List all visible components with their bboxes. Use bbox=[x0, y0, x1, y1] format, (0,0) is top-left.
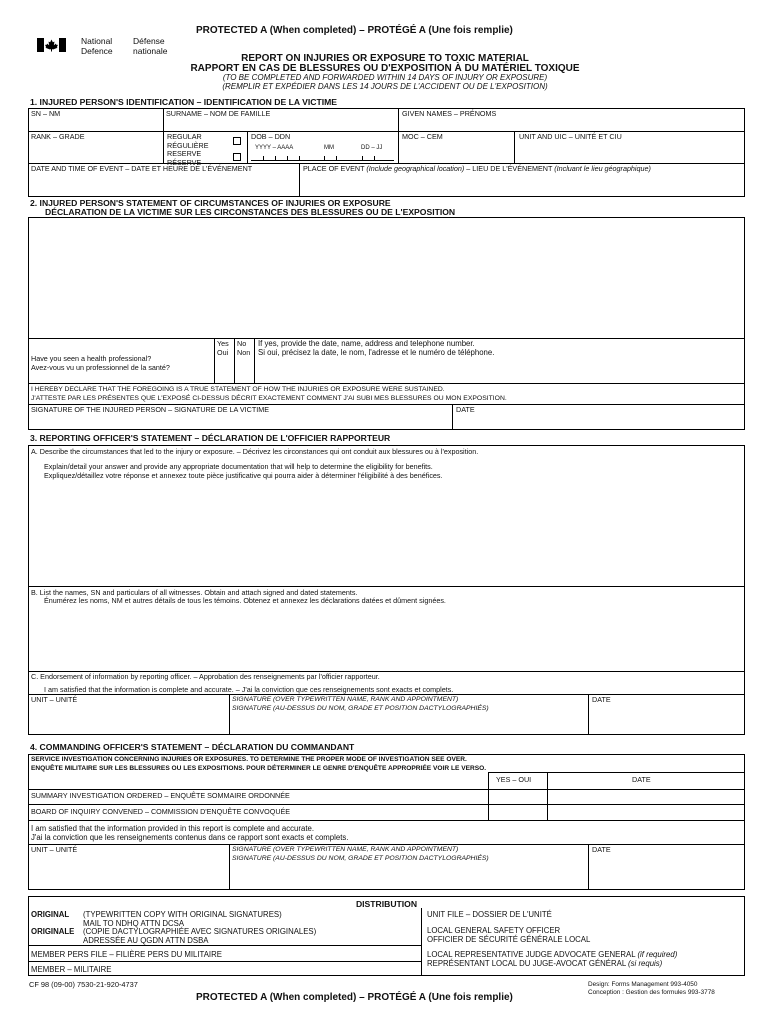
witnesses-area[interactable] bbox=[30, 608, 743, 670]
health-details-field[interactable] bbox=[256, 358, 743, 382]
place-of-event-label: PLACE OF EVENT (Include geographical location) – LIEU DE L'ÉVÉNEMENT (Incluant le lieu géographique) bbox=[303, 164, 651, 173]
officer-unit-label: UNIT – UNITÉ bbox=[31, 695, 78, 704]
distribution-heading: DISTRIBUTION bbox=[355, 899, 418, 909]
dob-year-label: YYYY – AAAA bbox=[255, 145, 294, 151]
judge-advocate: LOCAL REPRESENTATIVE JUDGE ADVOCATE GENERAL (if required) REPRÉSENTANT LOCAL DU JUGE-AVOCAT GÉNÉRAL (si requis) bbox=[427, 950, 678, 968]
protected-footer: PROTECTED A (When completed) – PROTÉGÉ A (Une fois remplie) bbox=[196, 992, 513, 1003]
co-date-field[interactable] bbox=[590, 855, 743, 888]
co-unit-field[interactable] bbox=[30, 855, 227, 888]
original-label: ORIGINAL bbox=[31, 910, 70, 919]
officer-signature-label: SIGNATURE (OVER TYPEWRITTEN NAME, RANK AND APPOINTMENT) SIGNATURE (AU-DESSUS DU NOM, GRADE ET POSITION DACTYLOGRAPHIÉS) bbox=[232, 696, 489, 712]
health-yes-checkbox[interactable] bbox=[215, 358, 233, 382]
board-inquiry-label: BOARD OF INQUIRY CONVENED – COMMISSION D'ENQUÊTE CONVOQUÉE bbox=[31, 807, 291, 816]
section-3a-explain-en: Explain/detail your answer and provide any appropriate documentation that will help to determine the eligibility for benefits. bbox=[44, 462, 433, 471]
if-yes-instructions: If yes, provide the date, name, address and telephone number. Si oui, précisez la date, le nom, l'adresse et le numéro de téléphone. bbox=[258, 339, 495, 357]
section-3b-text-en: B. List the names, SN and particulars of all witnesses. Obtain and attach signed and dated statements. bbox=[31, 588, 358, 597]
member-copy: MEMBER – MILITAIRE bbox=[31, 965, 112, 974]
section-4-heading: 4. COMMANDING OFFICER'S STATEMENT – DÉCLARATION DU COMMANDANT bbox=[30, 742, 355, 752]
section-3a-text: A. Describe the circumstances that led to the injury or exposure. – Décrivez les circonstances qui ont conduit aux blessures ou à l'exposition. bbox=[31, 447, 479, 456]
board-yes-field[interactable] bbox=[490, 805, 546, 819]
moc-field[interactable] bbox=[400, 142, 512, 161]
section-1-heading: 1. INJURED PERSON'S IDENTIFICATION – IDENTIFICATION DE LA VICTIME bbox=[30, 97, 337, 107]
unit-uic-label: UNIT AND UIC – UNITÉ ET CIU bbox=[519, 132, 622, 141]
form-title-fr: RAPPORT EN CAS DE BLESSURES OU D'EXPOSITION À DU MATÉRIEL TOXIQUE bbox=[190, 63, 580, 74]
officer-unit-field[interactable] bbox=[30, 705, 227, 733]
circumstances-area[interactable] bbox=[30, 483, 743, 585]
unit-file: UNIT FILE – DOSSIER DE L'UNITÉ bbox=[427, 910, 552, 919]
officer-signature-field[interactable] bbox=[231, 713, 586, 733]
section-3c-text: C. Endorsement of information by reporting officer. – Approbation des renseignements par l'officier rapporteur. bbox=[31, 672, 380, 681]
regular-label: REGULAR RÉGULIÈRE bbox=[167, 132, 209, 150]
no-label: No Non bbox=[237, 339, 251, 357]
place-of-event-field[interactable] bbox=[301, 174, 743, 195]
board-date-field[interactable] bbox=[549, 805, 743, 819]
injured-date-field[interactable] bbox=[454, 415, 743, 429]
rank-label: RANK – GRADE bbox=[31, 132, 85, 141]
officer-date-label: DATE bbox=[592, 695, 611, 704]
service-investigation-text: SERVICE INVESTIGATION CONCERNING INJURIES OR EXPOSURES. TO DETERMINE THE PROPER MODE OF INVESTIGATION SEE OVER. ENQUÊTE MILITAIRE SUR LES BLESSURES OU LES EXPOSITIONS. POUR DÉTERMINER LE GENRE D'ENQUÊTE APPROPRIÉE VOIR LE VERSO. bbox=[31, 756, 487, 772]
form-title-en: REPORT ON INJURIES OR EXPOSURE TO TOXIC MATERIAL bbox=[241, 53, 529, 64]
co-satisfied-text: I am satisfied that the information provided in this report is complete and accurate. J'ai la conviction que les renseignements contenus dans ce rapport sont exacts et complets. bbox=[31, 824, 349, 842]
reserve-label: RESERVE RÉSERVE bbox=[167, 149, 202, 167]
declaration-text: I HEREBY DECLARE THAT THE FOREGOING IS A TRUE STATEMENT OF HOW THE INJURIES OR EXPOSURE WERE SUSTAINED. J'ATTESTE PAR LES PRÉSENTES QUE L'EXPOSÉ CI-DESSUS DÉCRIT EXACTEMENT COMMENT J'AI SUBI MES BLESSURES OU MON EXPOSITION. bbox=[31, 386, 507, 402]
dob-label: DOB – DDN bbox=[251, 132, 291, 141]
injured-signature-field[interactable] bbox=[30, 415, 450, 429]
sn-field[interactable] bbox=[30, 119, 161, 130]
summary-investigation-label: SUMMARY INVESTIGATION ORDERED – ENQUÊTE SOMMAIRE ORDONNÉE bbox=[31, 791, 290, 800]
statement-area[interactable] bbox=[30, 219, 743, 337]
member-pers-file: MEMBER PERS FILE – FILIÈRE PERS DU MILITAIRE bbox=[31, 950, 222, 959]
section-3b-text-fr: Énumérez les noms, NM et autres détails de tous les témoins. Obtenez et annexez les déclarations datées et dûment signées. bbox=[44, 596, 446, 605]
dob-field[interactable] bbox=[250, 152, 396, 161]
dob-day-label: DD – JJ bbox=[361, 145, 383, 151]
co-unit-label: UNIT – UNITÉ bbox=[31, 845, 78, 854]
event-date-label: DATE AND TIME OF EVENT – DATE ET HEURE DE L'ÉVÉNEMENT bbox=[31, 164, 253, 173]
section-3-heading: 3. REPORTING OFFICER'S STATEMENT – DÉCLARATION DE L'OFFICIER RAPPORTEUR bbox=[30, 433, 391, 443]
summary-date-field[interactable] bbox=[549, 790, 743, 803]
sn-label: SN – NM bbox=[31, 109, 61, 118]
injured-date-label: DATE bbox=[456, 405, 475, 414]
co-signature-label: SIGNATURE (OVER TYPEWRITTEN NAME, RANK AND APPOINTMENT) SIGNATURE (AU-DESSUS DU NOM, GRADE ET POSITION DACTYLOGRAPHIÉS) bbox=[232, 846, 489, 862]
co-date-header: DATE bbox=[632, 775, 651, 784]
regular-checkbox[interactable] bbox=[233, 137, 241, 145]
section-3c-satisfied: I am satisfied that the information is complete and accurate. – J'ai la conviction que ces renseignements sont exacts et complets. bbox=[44, 685, 454, 694]
department-name-fr: Défense nationale bbox=[133, 36, 168, 56]
originale-label: ORIGINALE bbox=[31, 927, 75, 936]
surname-field[interactable] bbox=[165, 119, 396, 130]
section-2-heading-fr: DÉCLARATION DE LA VICTIME SUR LES CIRCONSTANCES DES BLESSURES OU DE L'EXPOSITION bbox=[45, 207, 456, 217]
summary-yes-field[interactable] bbox=[490, 790, 546, 803]
given-names-field[interactable] bbox=[400, 119, 743, 130]
department-name-en: National Defence bbox=[81, 36, 113, 56]
form-note-fr: (REMPLIR ET EXPÉDIER DANS LES 14 JOURS DE L'ACCIDENT OU DE L'EXPOSITION) bbox=[222, 82, 548, 91]
dob-month-label: MM bbox=[324, 145, 334, 151]
form-note-en: (TO BE COMPLETED AND FORWARDED WITHIN 14 DAYS OF INJURY OR EXPOSURE) bbox=[222, 73, 548, 82]
yes-oui-label: YES – OUI bbox=[496, 775, 532, 784]
event-date-field[interactable] bbox=[30, 174, 297, 195]
rank-field[interactable] bbox=[30, 142, 161, 161]
original-desc-fr: (COPIE DACTYLOGRAPHIÉE AVEC SIGNATURES ORIGINALES) ADRESSÉE AU QGDN ATTN DSBA bbox=[83, 927, 317, 945]
co-date-label: DATE bbox=[592, 845, 611, 854]
safety-officer: LOCAL GENERAL SAFETY OFFICER OFFICIER DE SÉCURITÉ GÉNÉRALE LOCAL bbox=[427, 926, 591, 944]
section-3a-explain-fr: Expliquez/détaillez votre réponse et annexez toute pièce justificative qui pourra aider à déterminer l'éligibilité à des benéfices. bbox=[44, 471, 443, 480]
given-names-label: GIVEN NAMES – PRÉNOMS bbox=[402, 109, 497, 118]
surname-label: SURNAME – NOM DE FAMILLE bbox=[166, 109, 271, 118]
section-2-heading-en: 2. INJURED PERSON'S STATEMENT OF CIRCUMSTANCES OF INJURIES OR EXPOSURE bbox=[30, 198, 391, 208]
reserve-checkbox[interactable] bbox=[233, 153, 241, 161]
health-no-checkbox[interactable] bbox=[235, 358, 253, 382]
health-professional-question: Have you seen a health professional? Avez-vous vu un professionnel de la santé? bbox=[31, 354, 170, 372]
original-desc-en: (TYPEWRITTEN COPY WITH ORIGINAL SIGNATURES) MAIL TO NDHQ ATTN DCSA bbox=[83, 910, 282, 928]
canada-flag-icon bbox=[37, 38, 66, 52]
officer-date-field[interactable] bbox=[590, 705, 743, 733]
design-credit: Design: Forms Management 993-4050 Conception : Gestion des formules 993-3778 bbox=[588, 981, 715, 996]
injured-signature-label: SIGNATURE OF THE INJURED PERSON – SIGNATURE DE LA VICTIME bbox=[31, 405, 270, 414]
moc-label: MOC – CEM bbox=[402, 132, 443, 141]
unit-uic-field[interactable] bbox=[516, 142, 743, 161]
co-signature-field[interactable] bbox=[231, 863, 586, 888]
form-number: CF 98 (09-00) 7530-21-920-4737 bbox=[29, 980, 138, 989]
protected-header: PROTECTED A (When completed) – PROTÉGÉ A (Une fois remplie) bbox=[196, 25, 513, 36]
yes-label: Yes Oui bbox=[217, 339, 229, 357]
